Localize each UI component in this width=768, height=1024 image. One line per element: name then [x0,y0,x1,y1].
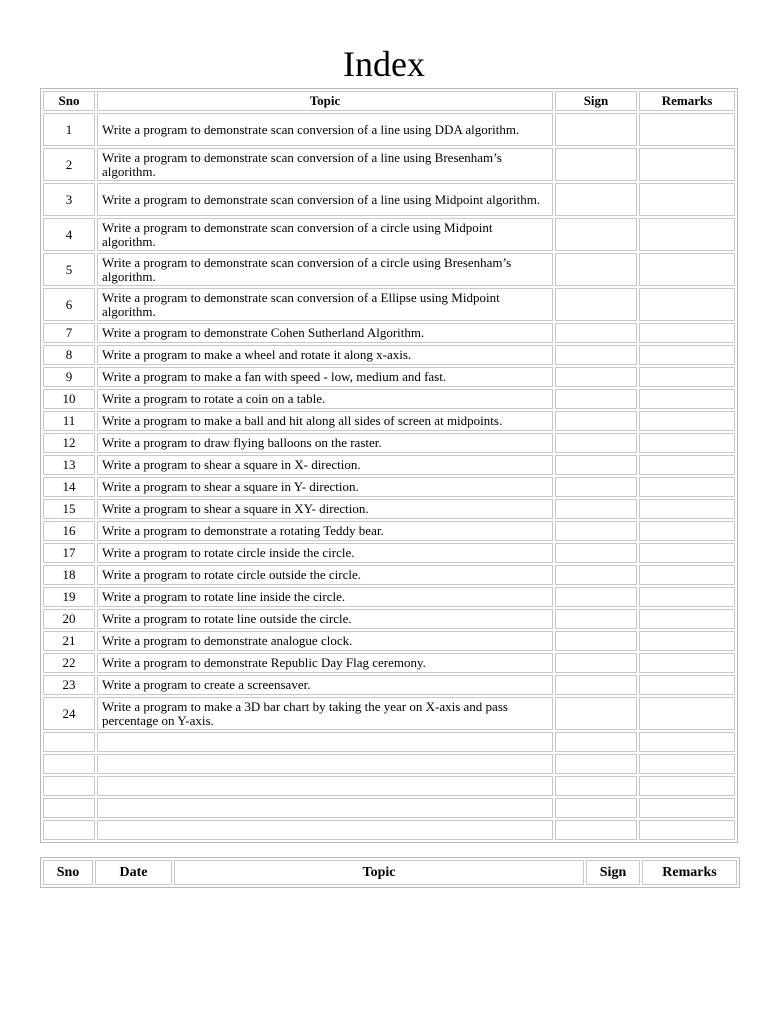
row-remarks-cell [639,587,735,607]
row-remarks-cell [639,675,735,695]
blank-cell [97,776,553,796]
table-row [43,587,735,607]
row-sign-cell [555,455,637,475]
table-row [43,389,735,409]
row-topic: Write a program to demonstrate analogue clock. [97,631,553,651]
table-row [43,609,735,629]
blank-cell [97,732,553,752]
row-sign-cell [555,345,637,365]
row-remarks-cell [639,113,735,146]
row-sno: 12 [43,433,95,453]
row-topic: Write a program to shear a square in Y- direction. [97,477,553,497]
row-sno: 8 [43,345,95,365]
row-remarks-cell [639,609,735,629]
row-remarks-cell [639,218,735,251]
table-row [43,565,735,585]
row-sign-cell [555,477,637,497]
row-sign-cell [555,565,637,585]
blank-cell [639,798,735,818]
blank-cell [43,754,95,774]
row-remarks-cell [639,477,735,497]
header-sno: Sno [43,91,95,111]
row-topic: Write a program to rotate line inside the circle. [97,587,553,607]
row-remarks-cell [639,345,735,365]
row-topic: Write a program to rotate circle inside the circle. [97,543,553,563]
row-remarks-cell [639,323,735,343]
blank-cell [97,798,553,818]
row-sno: 16 [43,521,95,541]
row-topic: Write a program to make a 3D bar chart by taking the year on X-axis and pass percentage on Y-axis. [97,697,553,730]
row-sign-cell [555,675,637,695]
blank-cell [555,798,637,818]
table-row [43,631,735,651]
row-remarks-cell [639,631,735,651]
row-remarks-cell [639,148,735,181]
row-sign-cell [555,389,637,409]
row-sno: 21 [43,631,95,651]
row-sign-cell [555,587,637,607]
blank-row [43,820,735,840]
blank-row [43,798,735,818]
row-sno: 18 [43,565,95,585]
row-topic: Write a program to make a fan with speed - low, medium and fast. [97,367,553,387]
blank-cell [555,776,637,796]
row-topic: Write a program to demonstrate scan conversion of a line using Midpoint algorithm. [97,183,553,216]
blank-cell [639,776,735,796]
index-table-body [43,113,735,840]
blank-cell [555,732,637,752]
blank-row [43,732,735,752]
blank-row [43,754,735,774]
table-row [43,113,735,146]
table-row [43,345,735,365]
table-row [43,455,735,475]
row-topic: Write a program to demonstrate Cohen Sutherland Algorithm. [97,323,553,343]
row-topic: Write a program to demonstrate scan conversion of a circle using Midpoint algorithm. [97,218,553,251]
row-sign-cell [555,288,637,321]
header2-topic: Topic [174,860,584,885]
blank-cell [43,776,95,796]
header-sign: Sign [555,91,637,111]
row-topic: Write a program to create a screensaver. [97,675,553,695]
index-table [40,88,738,843]
row-sign-cell [555,367,637,387]
row-sno: 6 [43,288,95,321]
blank-cell [43,820,95,840]
row-sno: 17 [43,543,95,563]
row-topic: Write a program to demonstrate a rotating Teddy bear. [97,521,553,541]
header2-remarks: Remarks [642,860,737,885]
row-topic: Write a program to make a ball and hit along all sides of screen at midpoints. [97,411,553,431]
row-topic: Write a program to rotate circle outside the circle. [97,565,553,585]
table-row [43,288,735,321]
blank-cell [97,820,553,840]
blank-cell [639,820,735,840]
row-remarks-cell [639,253,735,286]
row-sign-cell [555,411,637,431]
table-row [43,218,735,251]
page-title: Index [343,44,425,84]
row-remarks-cell [639,499,735,519]
row-sign-cell [555,148,637,181]
row-topic: Write a program to shear a square in X- direction. [97,455,553,475]
row-topic: Write a program to demonstrate scan conversion of a line using DDA algorithm. [97,113,553,146]
table-row [43,653,735,673]
row-sign-cell [555,218,637,251]
row-sno: 24 [43,697,95,730]
table-row [43,323,735,343]
row-sign-cell [555,653,637,673]
table-row [43,499,735,519]
table-row [43,543,735,563]
row-sno: 7 [43,323,95,343]
row-remarks-cell [639,455,735,475]
row-sno: 9 [43,367,95,387]
blank-cell [555,820,637,840]
index-header-row [43,91,735,111]
table-row [43,697,735,730]
row-remarks-cell [639,389,735,409]
date-index-table [40,857,740,888]
row-remarks-cell [639,543,735,563]
row-sign-cell [555,253,637,286]
blank-cell [97,754,553,774]
row-sign-cell [555,499,637,519]
blank-cell [639,732,735,752]
row-sign-cell [555,183,637,216]
header-remarks: Remarks [639,91,735,111]
row-remarks-cell [639,697,735,730]
row-sno: 2 [43,148,95,181]
row-topic: Write a program to demonstrate scan conversion of a line using Bresenham’s algorithm. [97,148,553,181]
row-topic: Write a program to demonstrate Republic Day Flag ceremony. [97,653,553,673]
table-row [43,253,735,286]
row-remarks-cell [639,367,735,387]
row-sign-cell [555,697,637,730]
row-sno: 22 [43,653,95,673]
table-row [43,367,735,387]
date-index-header-row [43,860,737,885]
blank-cell [43,732,95,752]
row-sno: 13 [43,455,95,475]
row-sign-cell [555,113,637,146]
row-sno: 5 [43,253,95,286]
row-topic: Write a program to demonstrate scan conversion of a Ellipse using Midpoint algorithm. [97,288,553,321]
row-sign-cell [555,323,637,343]
row-remarks-cell [639,183,735,216]
row-sno: 10 [43,389,95,409]
table-row [43,183,735,216]
blank-cell [43,798,95,818]
row-sno: 14 [43,477,95,497]
header2-sign: Sign [586,860,640,885]
row-remarks-cell [639,411,735,431]
row-topic: Write a program to demonstrate scan conversion of a circle using Bresenham’s algorithm. [97,253,553,286]
row-topic: Write a program to draw flying balloons on the raster. [97,433,553,453]
table-row [43,433,735,453]
row-sno: 4 [43,218,95,251]
row-remarks-cell [639,433,735,453]
header-topic: Topic [97,91,553,111]
row-remarks-cell [639,565,735,585]
row-remarks-cell [639,653,735,673]
header2-sno: Sno [43,860,93,885]
row-sno: 20 [43,609,95,629]
row-topic: Write a program to rotate line outside the circle. [97,609,553,629]
table-row [43,477,735,497]
row-sno: 19 [43,587,95,607]
row-sign-cell [555,433,637,453]
row-sno: 1 [43,113,95,146]
blank-row [43,776,735,796]
row-sno: 15 [43,499,95,519]
header2-date: Date [95,860,172,885]
row-sign-cell [555,543,637,563]
row-topic: Write a program to rotate a coin on a table. [97,389,553,409]
row-remarks-cell [639,521,735,541]
row-sno: 23 [43,675,95,695]
row-sno: 11 [43,411,95,431]
row-sign-cell [555,631,637,651]
row-topic: Write a program to shear a square in XY- direction. [97,499,553,519]
row-remarks-cell [639,288,735,321]
table-row [43,521,735,541]
row-sno: 3 [43,183,95,216]
table-row [43,411,735,431]
blank-cell [639,754,735,774]
table-row [43,148,735,181]
table-row [43,675,735,695]
row-topic: Write a program to make a wheel and rotate it along x-axis. [97,345,553,365]
blank-cell [555,754,637,774]
row-sign-cell [555,609,637,629]
row-sign-cell [555,521,637,541]
